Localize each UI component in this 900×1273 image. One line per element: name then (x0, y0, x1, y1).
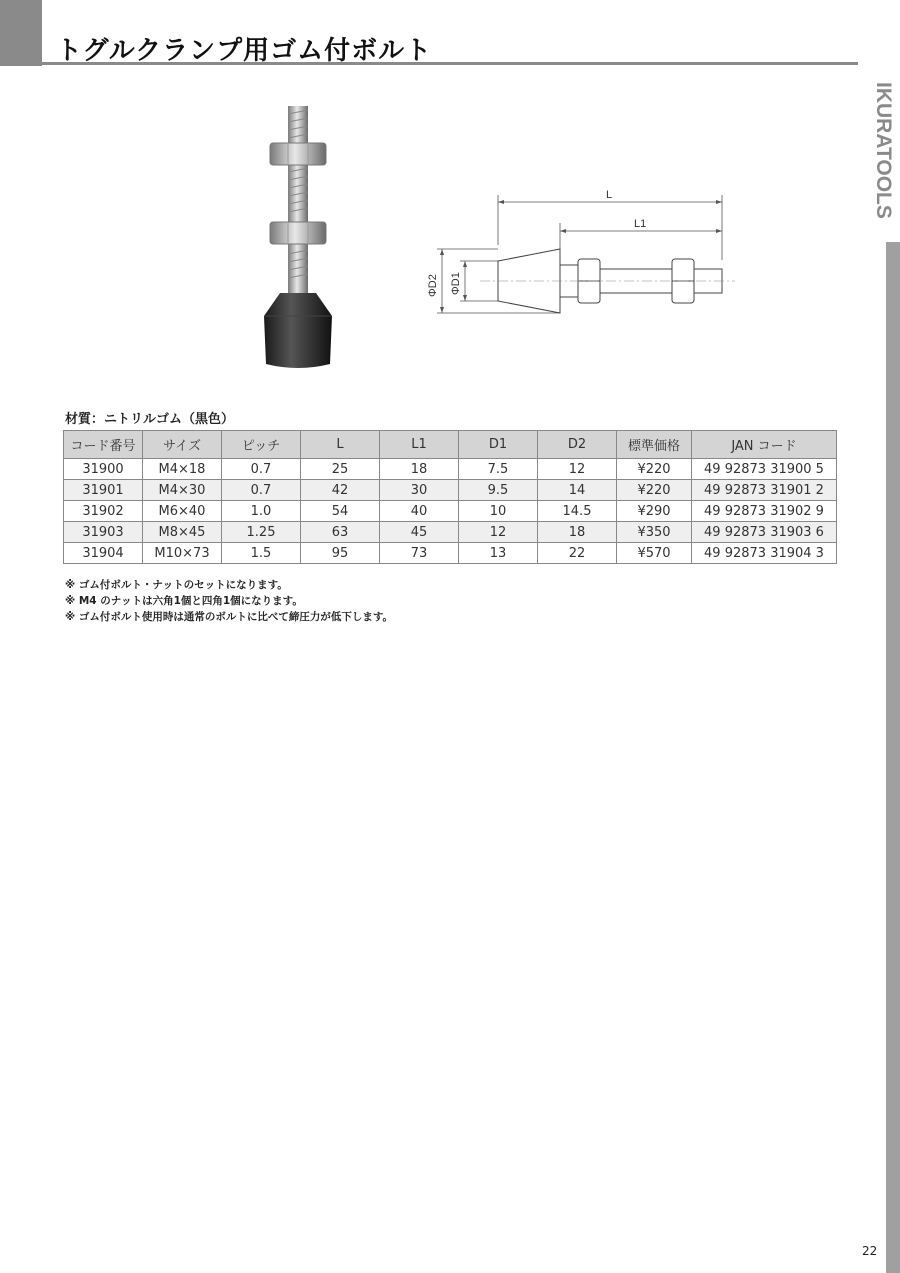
side-accent-bar (886, 242, 900, 1273)
cell-pitch: 1.5 (222, 543, 301, 564)
table-row (64, 501, 837, 522)
cell-price: ¥220 (617, 459, 692, 480)
cell-d1: 10 (459, 501, 538, 522)
cell-code: 31903 (64, 522, 143, 543)
cell-d2: 12 (538, 459, 617, 480)
col-header-l1: L1 (380, 431, 459, 459)
cell-size: M10×73 (143, 543, 222, 564)
cell-pitch: 1.0 (222, 501, 301, 522)
note-item: ※ ゴム付ボルト・ナットのセットになります。 (65, 579, 288, 591)
cell-d1: 9.5 (459, 480, 538, 501)
table-row (64, 459, 837, 480)
cell-d2: 14 (538, 480, 617, 501)
col-header-size: サイズ (143, 431, 222, 459)
dim-label-D1: ΦD1 (450, 272, 462, 295)
product-photo (230, 88, 368, 380)
cell-pitch: 1.25 (222, 522, 301, 543)
cell-d2: 18 (538, 522, 617, 543)
page-title: トグルクランプ用ゴム付ボルト (56, 36, 433, 66)
cell-d1: 12 (459, 522, 538, 543)
spec-table (63, 430, 837, 564)
col-header-l: L (301, 431, 380, 459)
dim-label-D2: ΦD2 (427, 274, 439, 297)
cell-l: 95 (301, 543, 380, 564)
cell-code: 31901 (64, 480, 143, 501)
cell-l1: 40 (380, 501, 459, 522)
col-header-price: 標準価格 (617, 431, 692, 459)
table-row (64, 543, 837, 564)
cell-d2: 14.5 (538, 501, 617, 522)
cell-jan: 49 92873 31903 6 (692, 522, 837, 543)
dimension-diagram (420, 185, 750, 320)
cell-l1: 18 (380, 459, 459, 480)
table-row (64, 480, 837, 501)
col-header-code: コード番号 (64, 431, 143, 459)
col-header-d2: D2 (538, 431, 617, 459)
note-item: ※ M4 のナットは六角1個と四角1個になります。 (65, 595, 303, 607)
table-header-row (64, 431, 837, 459)
cell-price: ¥220 (617, 480, 692, 501)
cell-jan: 49 92873 31904 3 (692, 543, 837, 564)
cell-l: 54 (301, 501, 380, 522)
brand-logo: IKURATOOLS (872, 82, 895, 219)
cell-pitch: 0.7 (222, 480, 301, 501)
cell-size: M6×40 (143, 501, 222, 522)
cell-l: 25 (301, 459, 380, 480)
cell-jan: 49 92873 31900 5 (692, 459, 837, 480)
cell-size: M4×18 (143, 459, 222, 480)
notes (65, 577, 393, 625)
dim-label-L: L (606, 189, 613, 201)
cell-jan: 49 92873 31901 2 (692, 480, 837, 501)
cell-code: 31902 (64, 501, 143, 522)
col-header-pitch: ピッチ (222, 431, 301, 459)
material-label: 材質：ニトリルゴム（黒色） (65, 412, 235, 427)
cell-l1: 45 (380, 522, 459, 543)
cell-d1: 7.5 (459, 459, 538, 480)
table-row (64, 522, 837, 543)
header-accent-block (0, 0, 42, 66)
note-item: ※ ゴム付ボルト使用時は通常のボルトに比べて締圧力が低下します。 (65, 611, 394, 623)
cell-l: 63 (301, 522, 380, 543)
cell-price: ¥570 (617, 543, 692, 564)
cell-d2: 22 (538, 543, 617, 564)
cell-code: 31904 (64, 543, 143, 564)
page-number: 22 (862, 1244, 878, 1258)
cell-size: M4×30 (143, 480, 222, 501)
cell-size: M8×45 (143, 522, 222, 543)
cell-l1: 30 (380, 480, 459, 501)
cell-pitch: 0.7 (222, 459, 301, 480)
col-header-d1: D1 (459, 431, 538, 459)
dim-label-L1: L1 (634, 218, 647, 230)
cell-d1: 13 (459, 543, 538, 564)
cell-jan: 49 92873 31902 9 (692, 501, 837, 522)
cell-code: 31900 (64, 459, 143, 480)
cell-l: 42 (301, 480, 380, 501)
col-header-jan: JAN コード (692, 431, 837, 459)
cell-l1: 73 (380, 543, 459, 564)
cell-price: ¥350 (617, 522, 692, 543)
cell-price: ¥290 (617, 501, 692, 522)
